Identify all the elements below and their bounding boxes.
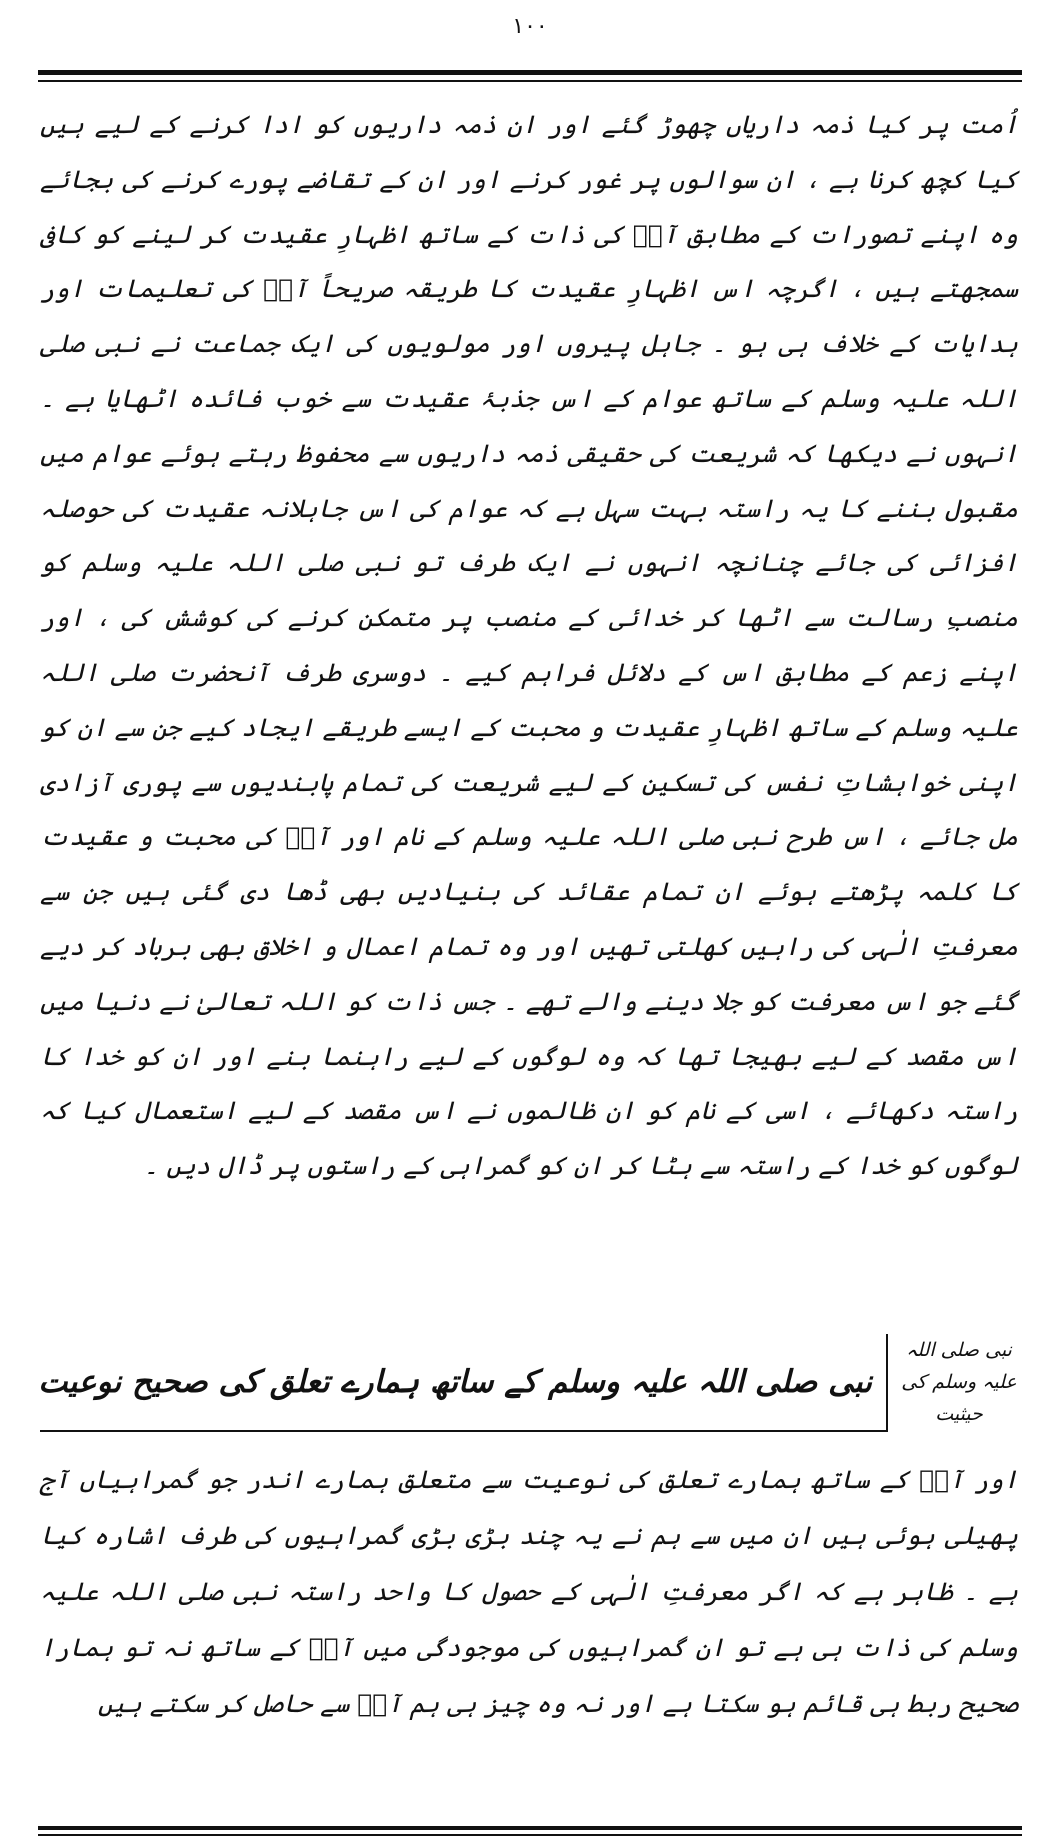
top-rule-thick (38, 70, 1022, 75)
top-rule-thin (38, 80, 1022, 82)
body-paragraph-2: اور آپؐ کے ساتھ ہمارے تعلق کی نوعیت سے متعلق ہمارے اندر جو گمراہیاں آج پھیلی ہوئی ہیں ان میں سے ہم نے یہ چند بڑی بڑی گمراہیوں کی طرف اشارہ کیا ہے ۔ ظاہر ہے کہ اگر معرفتِ الٰہی کے حصول کا واحد راستہ نبی صلی اللہ علیہ وسلم کی ذات ہی ہے تو ان گمراہیوں کی موجودگی میں آپؐ کے ساتھ نہ تو ہمارا صحیح ربط ہی قائم ہو سکتا ہے اور نہ وہ چیز ہی ہم آپؐ سے حاصل کر سکتے ہیں (40, 1465, 1018, 1718)
section-heading: نبی صلی اللہ علیہ وسلم کے ساتھ ہمارے تعلق کی صحیح نوعیت (38, 1364, 872, 1400)
heading-divider-vertical (886, 1334, 888, 1432)
page-number: ۱۰۰ (512, 14, 548, 39)
margin-side-note: نبی صلی اللہ علیہ وسلم کی حیثیت (901, 1339, 1017, 1425)
section-heading-block (40, 1328, 1018, 1440)
bottom-rule-thick (38, 1826, 1022, 1830)
heading-underline (40, 1430, 888, 1432)
body-paragraph-1: اُمت پر کیا ذمہ داریاں چھوڑ گئے اور ان ذمہ داریوں کو ادا کرنے کے لیے ہیں کیا کچھ کرنا ہے ، ان سوالوں پر غور کرنے اور ان کے تقاضے پورے کرنے کی بجائے وہ اپنے تصورات کے مطابق آپؐ کی ذات کے ساتھ اظہارِ عقیدت کر لینے کو کافی سمجھتے ہیں ، اگرچہ اس اظہارِ عقیدت کا طریقہ صریحاً آپؐ کی تعلیمات اور ہدایات کے خلاف ہی ہو ۔ جاہل پیروں اور مولویوں کی ایک جماعت نے نبی صلی اللہ علیہ وسلم کے ساتھ عوام کے اس جذبۂ عقیدت سے خوب فائدہ اٹھایا ہے ۔ انہوں نے دیکھا کہ شریعت کی حقیقی ذمہ داریوں سے محفوظ رہتے ہوئے عوام میں مقبول بننے کا یہ راستہ بہت سہل ہے کہ عوام کی اس جاہلانہ عقیدت کی حوصلہ افزائی کی جائے چنانچہ انہوں نے ایک طرف تو نبی صلی اللہ علیہ وسلم کو منصبِ رسالت سے اٹھا کر خدائی کے منصب پر متمکن کرنے کی کوشش کی ، اور اپنے زعم کے مطابق اس کے دلائل فراہم کیے ۔ دوسری طرف آنحضرت صلی اللہ علیہ وسلم کے ساتھ اظہارِ عقیدت و محبت کے ایسے طریقے ایجاد کیے جن سے ان کو اپنی خواہشاتِ نفس کی تسکین کے لیے شریعت کی تمام پابندیوں سے پوری آزادی مل جائے ، اس طرح نبی صلی اللہ علیہ وسلم کے نام اور آپؐ کی محبت و عقیدت کا کلمہ پڑھتے ہوئے ان تمام عقائد کی بنیادیں بھی ڈھا دی گئی ہیں جن سے معرفتِ الٰہی کی راہیں کھلتی تھیں اور وہ تمام اعمال و اخلاق بھی برباد کر دیے گئے جو اس معرفت کو جلا دینے والے تھے ۔ جس ذات کو اللہ تعالیٰ نے دنیا میں اس مقصد کے لیے بھیجا تھا کہ وہ لوگوں کے لیے راہنما بنے اور ان کو خدا کا راستہ دکھائے ، اسی کے نام کو ان ظالموں نے اس مقصد کے لیے استعمال کیا کہ لوگوں کو خدا کے راستہ سے ہٹا کر ان کو گمراہی کے راستوں پر ڈال دیں ۔ (40, 110, 1018, 1181)
bottom-rule-thin (38, 1834, 1022, 1836)
